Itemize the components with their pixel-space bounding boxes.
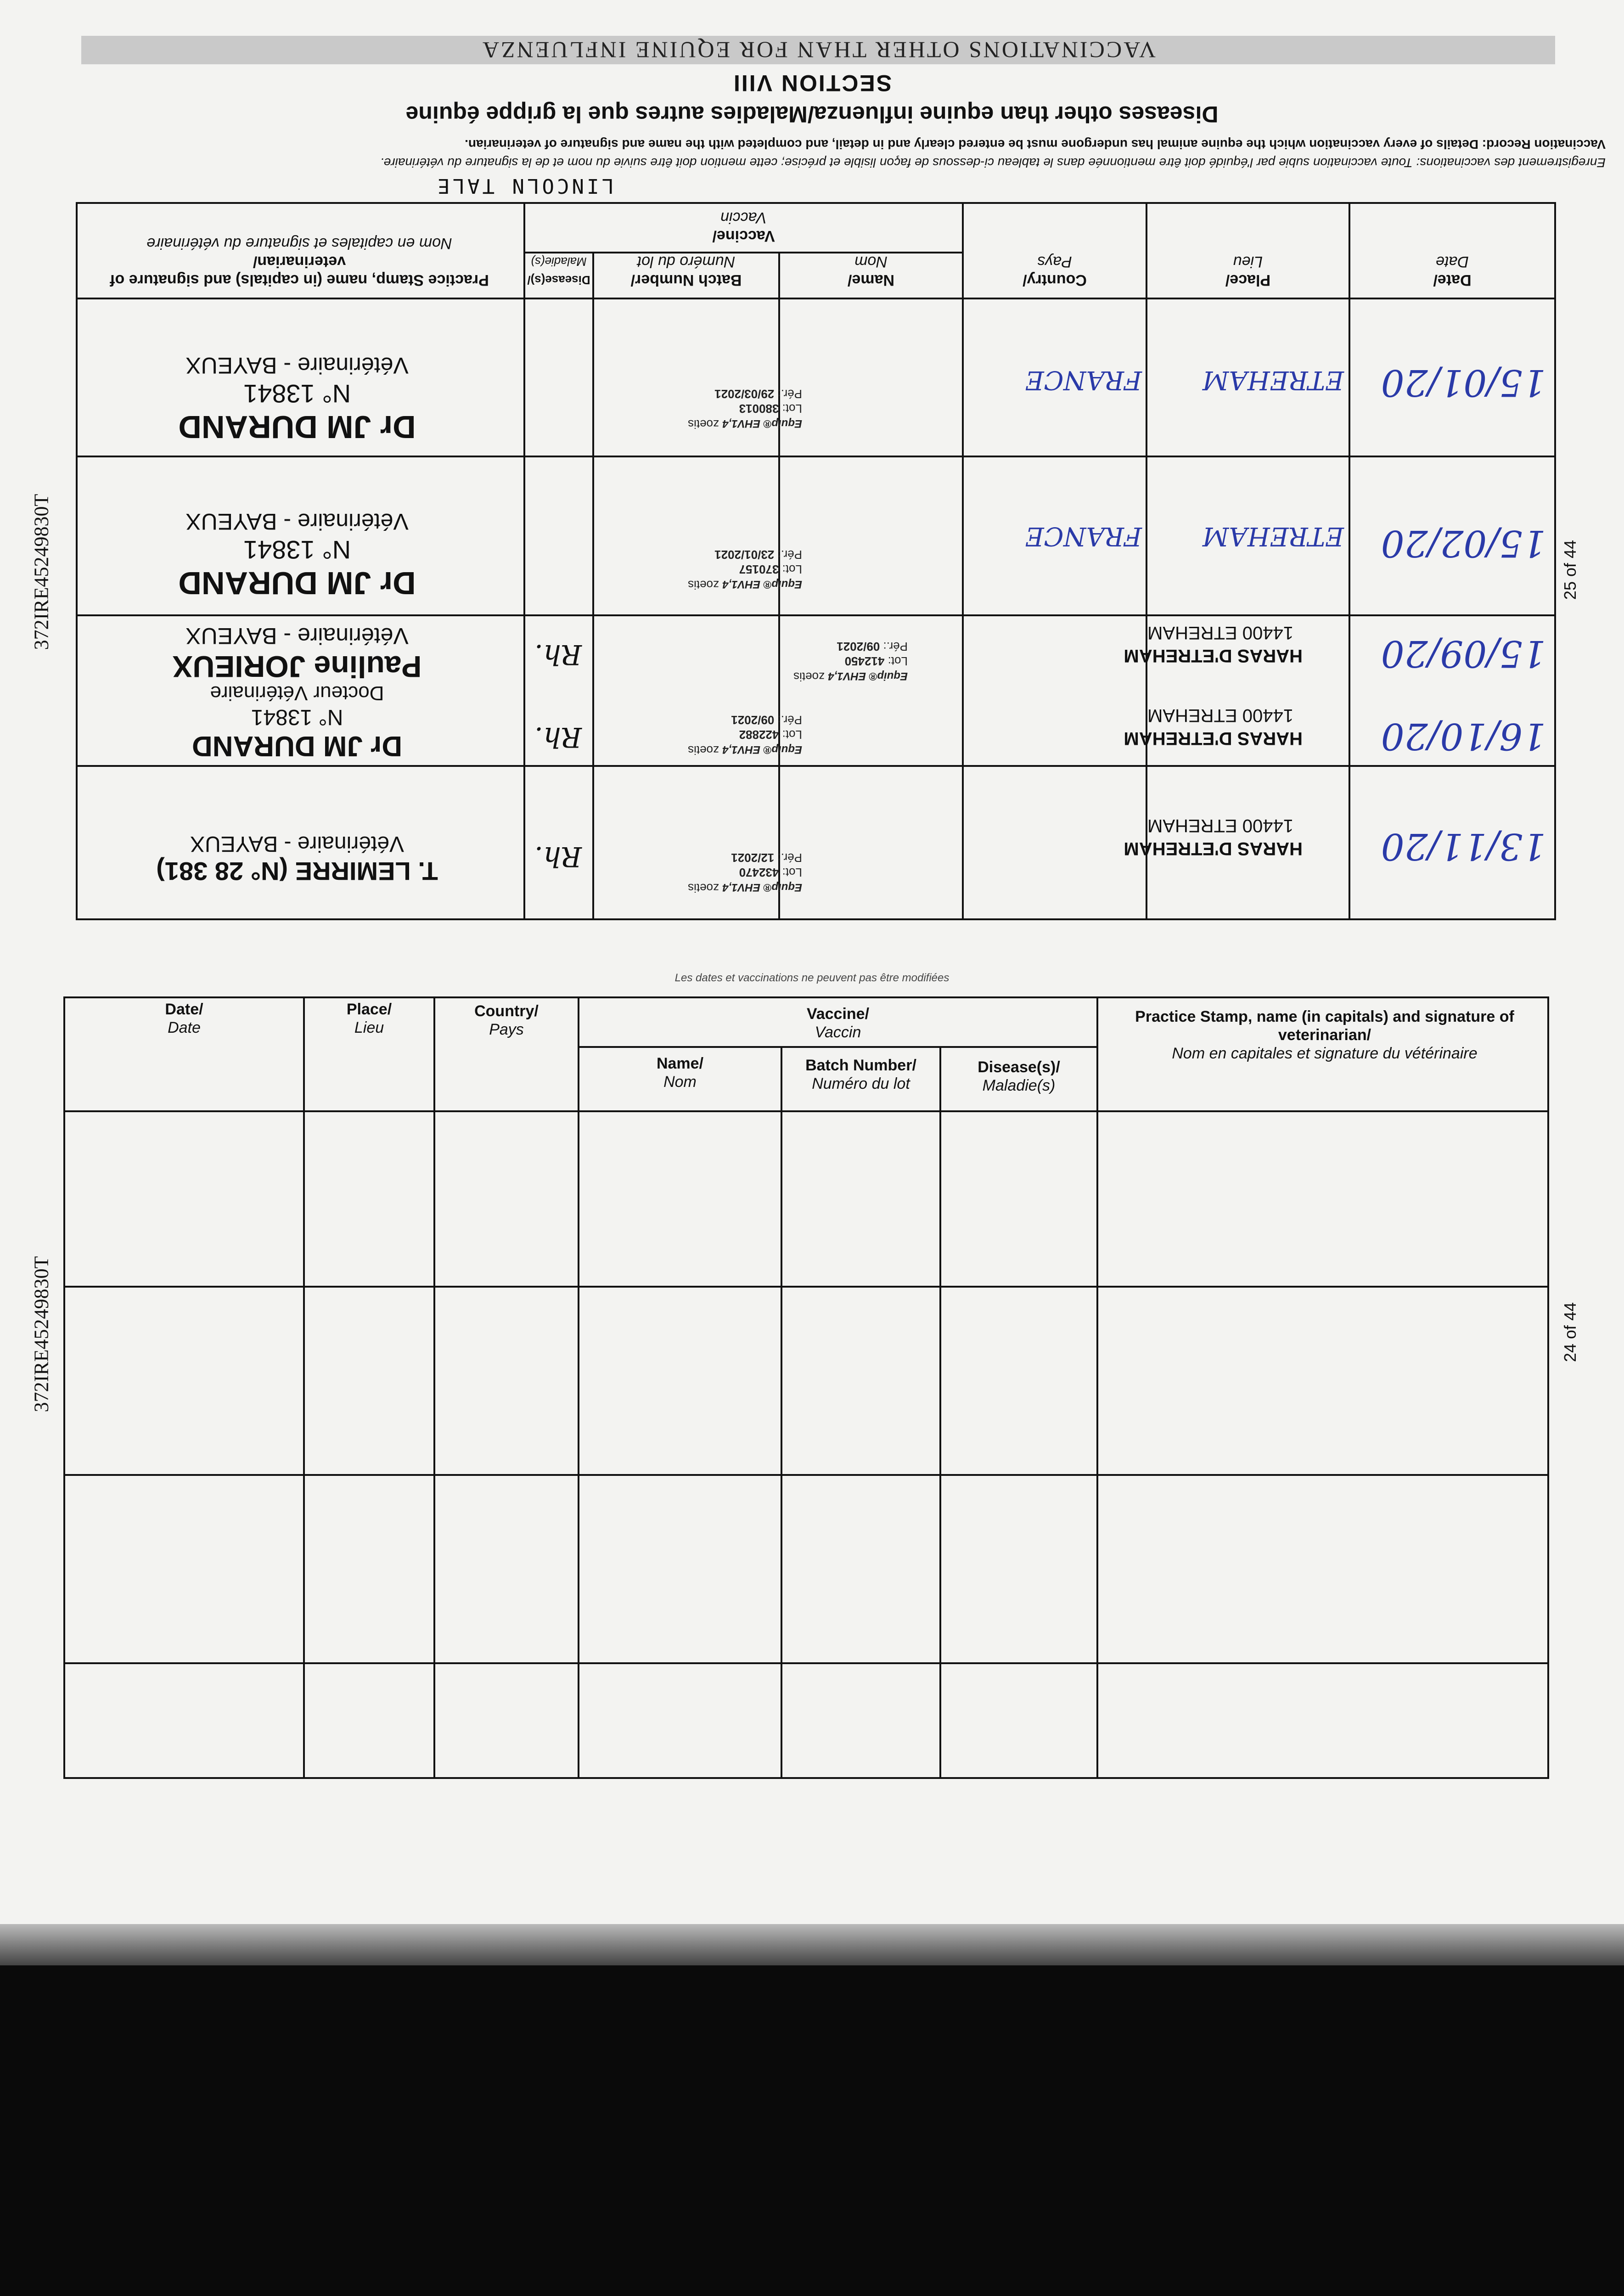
row4-vaccine-sticker: Equip® EHV1,4 zoetis Lot: 422882 Pér.: 09/2021 <box>688 713 802 757</box>
bottom-header-practice: Practice Stamp, name (in capitals) and signature of veterinarian/ Nom en capitales et signature du vétérinaire <box>1135 1008 1514 1062</box>
row5-vaccine-sticker: Equip® EHV1,4 zoetis Lot: 432470 Pér.: 12/2021 <box>688 851 802 895</box>
row4-disease: Rh. <box>534 721 582 753</box>
top-header-batch: Batch Number/ Numéro du lot <box>630 253 742 289</box>
row4-country: 14400 ETREHAM <box>1147 705 1293 726</box>
top-header-date: Date/ Date <box>1433 253 1472 289</box>
bottom-header-date: Date/ Date <box>165 1001 203 1036</box>
bottom-header-place: Place/ Lieu <box>346 1001 392 1036</box>
row3-place: HARAS D'ETREHAM <box>1124 646 1303 666</box>
section-number: SECTION VIII <box>732 70 892 96</box>
row4-vet-stamp: Dr JM DURAND N° 13841 Docteur Vétérinaire <box>191 682 403 762</box>
section-banner: VACCINATIONS OTHER THAN FOR EQUINE INFLUENZA <box>81 36 1555 64</box>
row2-vaccine-sticker: Equip® EHV1,4 zoetis Lot: 370157 Pér.: 23/01/2021 <box>688 548 802 592</box>
top-doc-id: 372IRE45249830T <box>30 494 53 650</box>
top-page-rotated <box>0 0 1624 978</box>
row5-country: 14400 ETREHAM <box>1147 816 1293 836</box>
row1-vet-stamp: Dr JM DURAND N° 13841 Vétérinaire - BAYEUX <box>178 353 416 445</box>
bottom-page <box>0 972 1624 1896</box>
bottom-page-label: 24 of 44 <box>1561 1302 1579 1362</box>
row5-disease: Rh. <box>534 840 582 872</box>
bottom-header-disease: Disease(s)/ Maladie(s) <box>978 1058 1060 1094</box>
row3-country: 14400 ETREHAM <box>1147 623 1293 643</box>
row4-date: 16/10/20 <box>1381 715 1546 758</box>
row1-country: FRANCE <box>1025 365 1142 395</box>
row3-disease: Rh. <box>534 638 582 670</box>
row1-vaccine-sticker: Equip® EHV1,4 zoetis Lot: 380013 Pér.: 29/03/2021 <box>688 387 802 431</box>
scanner-shadow <box>0 1924 1624 1965</box>
top-header-name: Name/ Nom <box>847 253 895 289</box>
row1-date: 15/01/20 <box>1381 361 1546 404</box>
row5-vet-stamp: T. LEMIRRE (N° 28 381) Vétérinaire - BAYEUX <box>156 832 438 886</box>
row4-place: HARAS D'ETREHAM <box>1124 728 1303 748</box>
top-page-label: 25 of 44 <box>1561 540 1579 600</box>
section-title: Diseases other than equine influenza/Maladies autres que la grippe équine <box>405 101 1219 127</box>
top-header-practice: Practice Stamp, name (in capitals) and signature of veterinarian/ Nom en capitales et signature du vétérinaire <box>110 235 489 289</box>
bottom-header-name: Name/ Nom <box>656 1055 704 1091</box>
bottom-table-grid <box>0 978 1624 1851</box>
handwritten-header: LINCOLN TALE <box>435 174 614 197</box>
row5-date: 13/11/20 <box>1381 825 1546 868</box>
top-header-country: Country/ Pays <box>1023 253 1087 289</box>
row2-country: FRANCE <box>1025 521 1142 551</box>
row3-vaccine-sticker: Equip® EHV1,4 zoetis Lot: 412450 Pér.: 09/2021 <box>793 640 908 684</box>
bottom-dates-note: Les dates et vaccinations ne peuvent pas être modifiées <box>674 972 950 984</box>
row2-vet-stamp: Dr JM DURAND N° 13841 Vétérinaire - BAYEUX <box>178 509 416 601</box>
row1-place: ETREHAM <box>1203 365 1344 395</box>
bottom-header-vaccine: Vaccine/ Vaccin <box>806 1005 870 1041</box>
row2-place: ETREHAM <box>1203 521 1344 551</box>
bottom-header-batch: Batch Number/ Numéro du lot <box>805 1057 916 1092</box>
instruction-fr: Enregistrement des vaccinations: Toute vaccination subie par l'équidé doit être mentionnée dans le tableau ci-dessous de façon lisible et précise; cette mention doit être suivie du nom et de la signature du vétérinaire. <box>380 156 1606 170</box>
top-header-vaccine: Vaccine/ Vaccin <box>712 209 775 245</box>
top-header-disease: Disease(s)/ Maladie(s) <box>527 255 590 287</box>
row2-date: 15/02/20 <box>1381 522 1546 565</box>
instruction-en: Vaccination Record: Details of every vaccination which the equine animal has undergone must be entered clearly and in detail, and completed with the name and signature of veterinarian. <box>465 137 1606 152</box>
bottom-doc-id: 372IRE45249830T <box>30 1256 53 1412</box>
top-header-place: Place/ Lieu <box>1225 253 1271 289</box>
bottom-header-country: Country/ Pays <box>474 1002 539 1038</box>
row3-date: 15/09/20 <box>1381 632 1546 675</box>
scanner-black-area <box>0 1965 1624 2296</box>
row5-place: HARAS D'ETREHAM <box>1124 838 1303 859</box>
row3-vet-stamp: Pauline JORIEUX Vétérinaire - BAYEUX <box>172 623 422 684</box>
